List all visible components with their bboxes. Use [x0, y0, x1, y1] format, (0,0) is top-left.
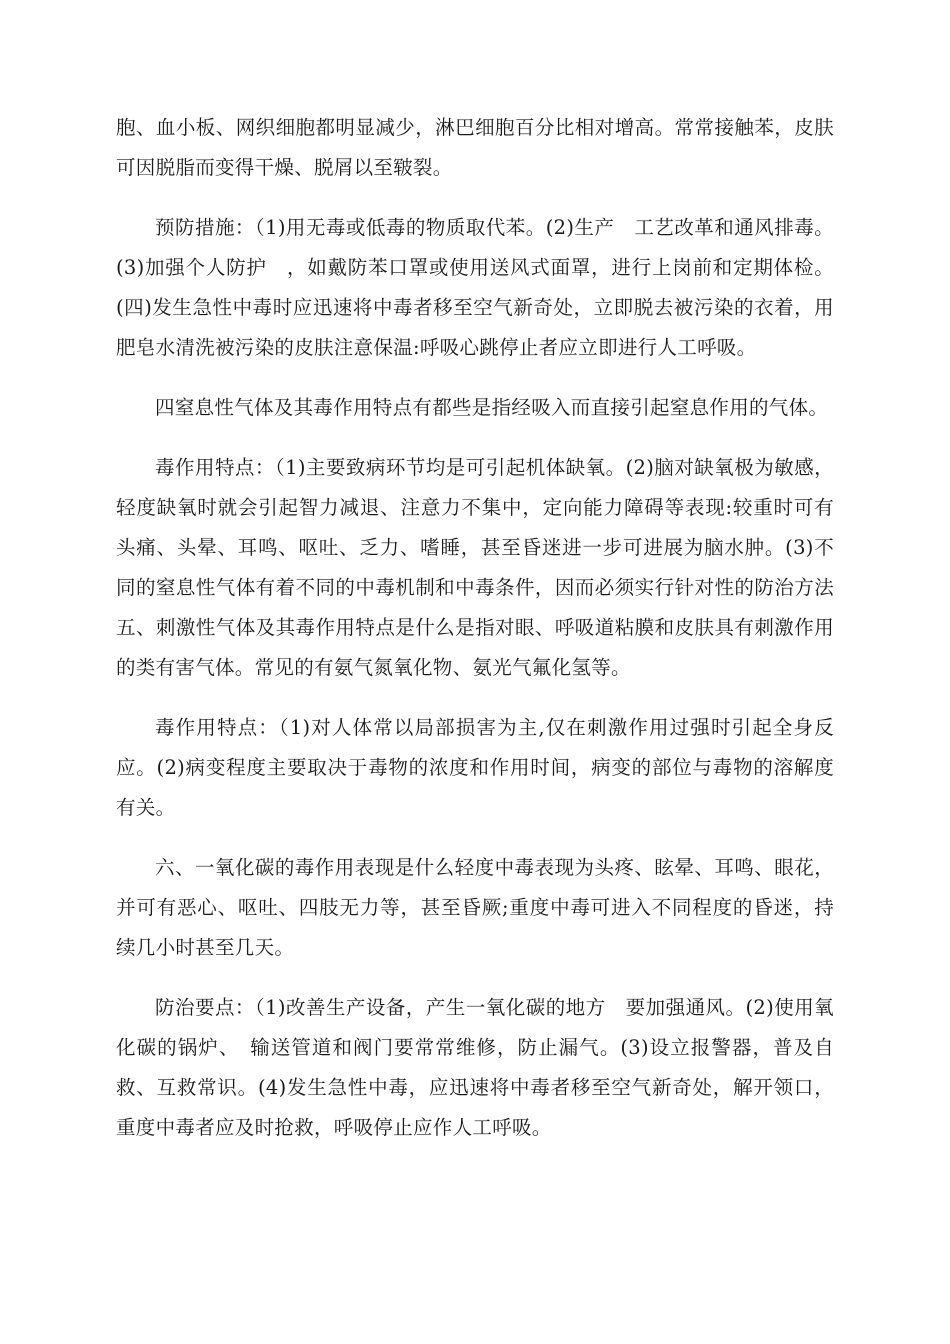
paragraph-carbon-monoxide-effects: 六、一氧化碳的毒作用表现是什么轻度中毒表现为头疼、眩晕、耳鸣、眼花，并可有恶心、呕吐、四肢无力等，甚至昏厥;重度中毒可进入不同程度的昏迷，持续几小时甚至几天。: [116, 856, 834, 959]
paragraph-prevention-measures: 预防措施：（1)用无毒或低毒的物质取代苯。(2)生产 工艺改革和通风排毒。(3)加强个人防护 ，如戴防苯口罩或使用送风式面罩，进行上岗前和定期体检。(四)发生急性中毒时应迅速将中毒者移至空气新奇处，立即脱去被污染的衣着，用肥皂水清洗被污染的皮肤注意保温:呼吸心跳停止者应立即进行人工呼吸。: [116, 216, 834, 359]
document-page: [116, 108, 834, 1168]
paragraph-prevention-points: 防治要点：（1)改善生产设备，产生一氧化碳的地方 要加强通风。(2)使用氧化碳的锅炉、 输送管道和阀门要常常维修，防止漏气。(3)设立报警器，普及自救、互救常识。(4)发生急性中毒，应迅速将中毒者移至空气新奇处，解开领口，重度中毒者应及时抢救，呼吸停止应作人工呼吸。: [116, 996, 834, 1139]
paragraph-blood-cells: 胞、血小板、网织细胞都明显减少，淋巴细胞百分比相对增高。常常接触苯，皮肤可因脱脂而变得干燥、脱屑以至皲裂。: [116, 116, 834, 179]
paragraph-irritant-toxic-effects: 毒作用特点：（1)对人体常以局部损害为主,仅在刺激作用过强时引起全身反应。(2)病变程度主要取决于毒物的浓度和作用时间，病变的部位与毒物的溶解度有关。: [116, 716, 834, 819]
paragraph-asphyxiant-gases: 四窒息性气体及其毒作用特点有都些是指经吸入而直接引起窒息作用的气体。: [155, 396, 829, 419]
paragraph-asphyxiant-toxic-effects: 毒作用特点：（1)主要致病环节均是可引起机体缺氧。(2)脑对缺氧极为敏感，轻度缺氧时就会引起智力减退、注意力不集中，定向能力障碍等表现:较重时可有头痛、头晕、耳鸣、呕吐、乏力、嗜睡，甚至昏迷进一步可进展为脑水肿。(3)不同的窒息性气体有着不同的中毒机制和中毒条件，因而必须实行针对性的防治方法五、刺激性气体及其毒作用特点是什么是指对眼、呼吸道粘膜和皮肤具有刺激作用的类有害气体。常见的有氨气氮氧化物、氨光气氟化氢等。: [116, 456, 834, 679]
